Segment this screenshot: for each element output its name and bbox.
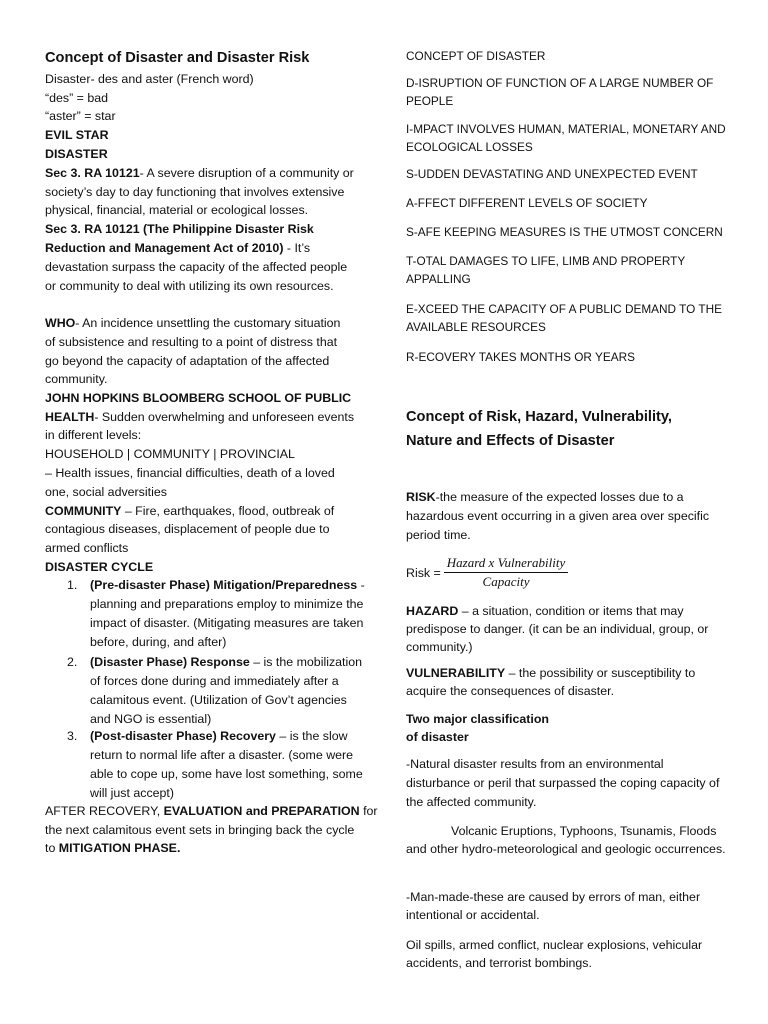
community-definition — [45, 502, 334, 520]
disaster-heading: DISASTER — [45, 147, 108, 161]
definition-line: society’s day to day functioning that involves extensive — [45, 185, 345, 199]
vulnerability-text: – the possibility or susceptibility to acquire the consequences of disaster. — [406, 666, 696, 698]
after-recovery-line — [45, 802, 378, 820]
ra10121-act-line — [45, 239, 310, 257]
mitigation-phase: MITIGATION PHASE. — [58, 841, 181, 855]
hazard-text: – a situation, condition or items that may predispose to danger. (it can be an individual, group, or community.) — [406, 604, 709, 654]
risk-formula — [406, 555, 568, 590]
who-line: of subsistence and resulting to a point of distress that — [45, 335, 338, 349]
cycle-text — [90, 653, 365, 729]
act-name: Reduction and Management Act of 2010) — [45, 241, 284, 255]
acronym-line: S-UDDEN DEVASTATING AND UNEXPECTED EVENT — [406, 167, 698, 181]
right-title-line2: Nature and Effects of Disaster — [406, 433, 615, 449]
classification-heading: of disaster — [406, 730, 469, 744]
disaster-cycle-heading: DISASTER CYCLE — [45, 560, 154, 574]
cycle-phase: (Pre-disaster Phase) Mitigation/Preparedness — [90, 578, 358, 592]
formula-numerator: Hazard x Vulnerability — [444, 555, 568, 573]
ra10121-act-label: Sec 3. RA 10121 (The Philippine Disaster Risk — [45, 222, 314, 236]
after-text: for — [359, 804, 378, 818]
definition-text: - A severe disruption of a community or — [139, 166, 354, 180]
acronym-line: R-ECOVERY TAKES MONTHS OR YEARS — [406, 350, 636, 364]
natural-examples: Volcanic Eruptions, Typhoons, Tsunamis, Floods and other hydro-meteorological and geologic occurrences. — [406, 824, 726, 856]
evil-star-heading: EVIL STAR — [45, 128, 109, 142]
health-issues-line: one, social adversities — [45, 485, 167, 499]
cycle-phase: (Post-disaster Phase) Recovery — [90, 729, 276, 743]
etymology-line: “des” = bad — [45, 91, 109, 105]
who-label: WHO — [45, 316, 76, 330]
who-definition — [45, 314, 340, 332]
etymology-line: Disaster- des and aster (French word) — [45, 72, 254, 86]
vulnerability-definition — [406, 664, 728, 700]
acronym-line: D-ISRUPTION OF FUNCTION OF A LARGE NUMBER OF PEOPLE — [406, 76, 714, 108]
after-text: to — [45, 841, 59, 855]
cycle-description: - planning and preparations employ to minimize the impact of disaster. (Mitigating measures are taken before, during, and after) — [90, 578, 365, 649]
after-recovery-line: the next calamitous event sets in bringing back the cycle — [45, 823, 355, 837]
formula-denominator: Capacity — [482, 574, 530, 589]
acronym-line: S-AFE KEEPING MEASURES IS THE UTMOST CONCERN — [406, 225, 723, 239]
natural-disaster-text: -Natural disaster results from an environmental disturbance or peril that surpassed the coping capacity of the affected community. — [406, 757, 720, 809]
acronym-line: E-XCEED THE CAPACITY OF A PUBLIC DEMAND TO THE AVAILABLE RESOURCES — [406, 302, 722, 334]
formula-lhs: Risk = — [406, 565, 441, 580]
cycle-description: – is the mobilization of forces done during and immediately after a calamitous event. (Utilization of Gov’t agencies and NGO is essential) — [90, 655, 363, 726]
john-hopkins-definition — [45, 408, 354, 426]
after-text: AFTER RECOVERY, — [45, 804, 164, 818]
hazard-label: HAZARD — [406, 604, 459, 618]
cycle-text — [90, 727, 365, 803]
risk-definition — [406, 488, 728, 545]
risk-label: RISK — [406, 490, 436, 504]
who-line: community. — [45, 372, 108, 386]
john-hopkins-label: JOHN HOPKINS BLOOMBERG SCHOOL OF PUBLIC — [45, 391, 352, 405]
acronym-line: I-MPACT INVOLVES HUMAN, MATERIAL, MONETARY AND ECOLOGICAL LOSSES — [406, 122, 726, 154]
health-label: HEALTH — [45, 410, 95, 424]
after-bold: EVALUATION and PREPARATION — [163, 804, 360, 818]
definition-line: devastation surpass the capacity of the affected people — [45, 260, 348, 274]
definition-line: or community to deal with utilizing its own resources. — [45, 279, 334, 293]
classification-heading: Two major classification — [406, 712, 549, 726]
ra10121-definition — [45, 164, 354, 182]
formula-fraction — [444, 555, 568, 590]
hazard-definition — [406, 602, 728, 656]
jh-line: in different levels: — [45, 428, 142, 442]
jh-text: - Sudden overwhelming and unforeseen events — [94, 410, 355, 424]
community-text: – Fire, earthquakes, flood, outbreak of — [121, 504, 335, 518]
who-text: - An incidence unsettling the customary situation — [75, 316, 341, 330]
left-title: Concept of Disaster and Disaster Risk — [45, 50, 310, 66]
acronym-line: A-FFECT DIFFERENT LEVELS OF SOCIETY — [406, 196, 648, 210]
community-line: contagious diseases, displacement of people due to — [45, 522, 330, 536]
after-recovery-line — [45, 839, 180, 857]
manmade-disaster-text: -Man-made-these are caused by errors of man, either intentional or accidental. — [406, 890, 701, 922]
cycle-description: – is the slow return to normal life after a disaster. (some were able to cope up, some have lost something, some will just accept) — [90, 729, 363, 800]
acronym-line: CONCEPT OF DISASTER — [406, 49, 546, 63]
levels-line: HOUSEHOLD | COMMUNITY | PROVINCIAL — [45, 447, 295, 461]
manmade-examples: Oil spills, armed conflict, nuclear explosions, vehicular accidents, and terrorist bombings. — [406, 938, 703, 970]
cycle-phase: (Disaster Phase) Response — [90, 655, 250, 669]
ra10121-label: Sec 3. RA 10121 — [45, 166, 140, 180]
health-issues-line: – Health issues, financial difficulties, death of a loved — [45, 466, 335, 480]
cycle-text — [90, 576, 365, 652]
risk-text: -the measure of the expected losses due to a hazardous event occurring in a given area over specific period time. — [406, 490, 710, 542]
community-line: armed conflicts — [45, 541, 129, 555]
cycle-number: 1. — [67, 578, 78, 592]
cycle-number: 3. — [67, 729, 78, 743]
vulnerability-label: VULNERABILITY — [406, 666, 506, 680]
right-title-line1: Concept of Risk, Hazard, Vulnerability, — [406, 409, 672, 425]
acronym-line: T-OTAL DAMAGES TO LIFE, LIMB AND PROPERTY APPALLING — [406, 254, 686, 286]
who-line: go beyond the capacity of adaptation of the affected — [45, 354, 330, 368]
etymology-line: “aster” = star — [45, 109, 116, 123]
cycle-number: 2. — [67, 655, 78, 669]
definition-line: physical, financial, material or ecological losses. — [45, 203, 309, 217]
community-label: COMMUNITY — [45, 504, 122, 518]
act-text: - It’s — [283, 241, 311, 255]
